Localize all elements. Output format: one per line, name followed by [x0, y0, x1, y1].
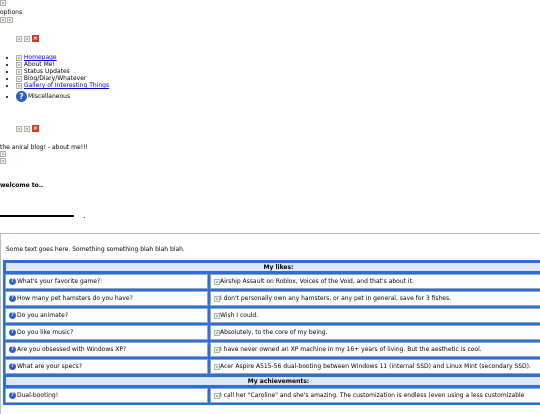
nav-item-status[interactable] — [16, 68, 109, 75]
answer-text: Wish I could. — [220, 312, 259, 319]
close-icon[interactable]: × — [32, 35, 38, 42]
broken-image-icon — [0, 151, 6, 157]
answer-text: Acer Aspire A515-56 dual-booting between Windows 11 (internal SSD) and Linux Mint (secondary SSD). — [220, 363, 531, 370]
answer-text: Airship Assault on Roblox, Voices of the Void, and that's about it. — [220, 278, 414, 285]
nav-item-about[interactable] — [16, 61, 109, 68]
content-panel — [0, 233, 540, 414]
table-row — [5, 291, 540, 306]
broken-image-icon[interactable] — [16, 126, 22, 132]
broken-image-icon[interactable] — [24, 126, 30, 132]
nav-item-gallery[interactable] — [16, 82, 109, 89]
help-icon: ? — [16, 91, 27, 102]
nav-label-blog: Blog/Diary/Whatever — [23, 75, 87, 82]
help-icon: ? — [9, 312, 16, 319]
broken-image-icon — [214, 279, 220, 285]
heading-underline — [0, 215, 74, 217]
broken-image-icon — [16, 62, 22, 68]
broken-image-icon — [214, 296, 220, 302]
question-text: What's your favorite game?: — [17, 278, 103, 285]
navigation-list — [0, 54, 109, 103]
broken-image-icon — [214, 330, 220, 336]
question-text: How many pet hamsters do you have? — [17, 295, 133, 302]
help-icon: ? — [9, 346, 16, 353]
heading-dot: . — [83, 211, 86, 220]
broken-image-icon — [7, 17, 13, 23]
broken-image-icon — [214, 347, 220, 353]
broken-image-icon — [16, 69, 22, 75]
help-icon: ? — [9, 363, 16, 370]
help-icon: ? — [9, 392, 16, 399]
help-icon: ? — [9, 329, 16, 336]
broken-image-icon — [16, 83, 22, 89]
broken-image-icon — [214, 364, 220, 370]
nav-item-misc[interactable] — [16, 91, 109, 103]
broken-image-icon — [0, 0, 6, 6]
likes-table-header: My likes: — [5, 262, 540, 272]
likes-table — [3, 260, 540, 405]
nav-link-homepage[interactable]: Homepage — [23, 54, 57, 61]
question-text: Dual-booting! — [17, 392, 59, 399]
broken-image-icon[interactable] — [16, 36, 22, 42]
answer-text: I have never owned an XP machine in my 16+ years of living. But the aesthetic is cool. — [220, 346, 482, 353]
answer-text: I call her "Caroline" and she's amazing. The customization is endless (even using a less customizable — [220, 392, 525, 399]
toolbar-icons-bottom — [16, 125, 39, 132]
toolbar-icons-top — [16, 35, 39, 42]
broken-image-icon[interactable] — [24, 36, 30, 42]
table-row — [5, 308, 540, 323]
table-row — [5, 325, 540, 340]
nav-link-gallery[interactable]: Gallery of Interesting Things — [23, 82, 110, 89]
nav-label-about: About Me! — [23, 61, 55, 68]
broken-image-icon — [214, 313, 220, 319]
table-row — [5, 359, 540, 374]
intro-text: Some text goes here. Something something blah blah blah. — [6, 246, 185, 253]
table-row — [5, 274, 540, 289]
broken-image-icon — [0, 17, 6, 23]
nav-label-misc: Miscellaneous — [28, 93, 71, 100]
help-icon: ? — [9, 278, 16, 285]
achievements-header: My achievements: — [5, 376, 540, 386]
broken-image-icon — [214, 393, 220, 399]
question-text: Do you animate? — [17, 312, 69, 319]
answer-text: Absolutely, to the core of my being. — [220, 329, 328, 336]
nav-item-blog[interactable] — [16, 75, 109, 82]
options-label[interactable]: options — [0, 9, 23, 16]
welcome-heading: welcome to.. — [0, 182, 44, 189]
answer-text: I don't personally own any hamsters, or any pet in general, save for 3 fishes. — [220, 295, 452, 302]
question-text: What are your specs? — [17, 363, 82, 370]
broken-image-icon — [16, 76, 22, 82]
nav-label-status: Status Updates — [23, 68, 70, 75]
broken-image-icon — [16, 55, 22, 61]
broken-image-icon — [0, 158, 6, 164]
question-text: Do you like music? — [17, 329, 74, 336]
question-text: Are you obsessed with Windows XP? — [17, 346, 127, 353]
nav-item-homepage[interactable] — [16, 54, 109, 61]
blog-title: the aniral blog! - about me!!! — [0, 144, 88, 151]
table-row — [5, 342, 540, 357]
help-icon: ? — [9, 295, 16, 302]
table-row — [5, 388, 540, 403]
close-icon[interactable]: × — [32, 125, 38, 132]
